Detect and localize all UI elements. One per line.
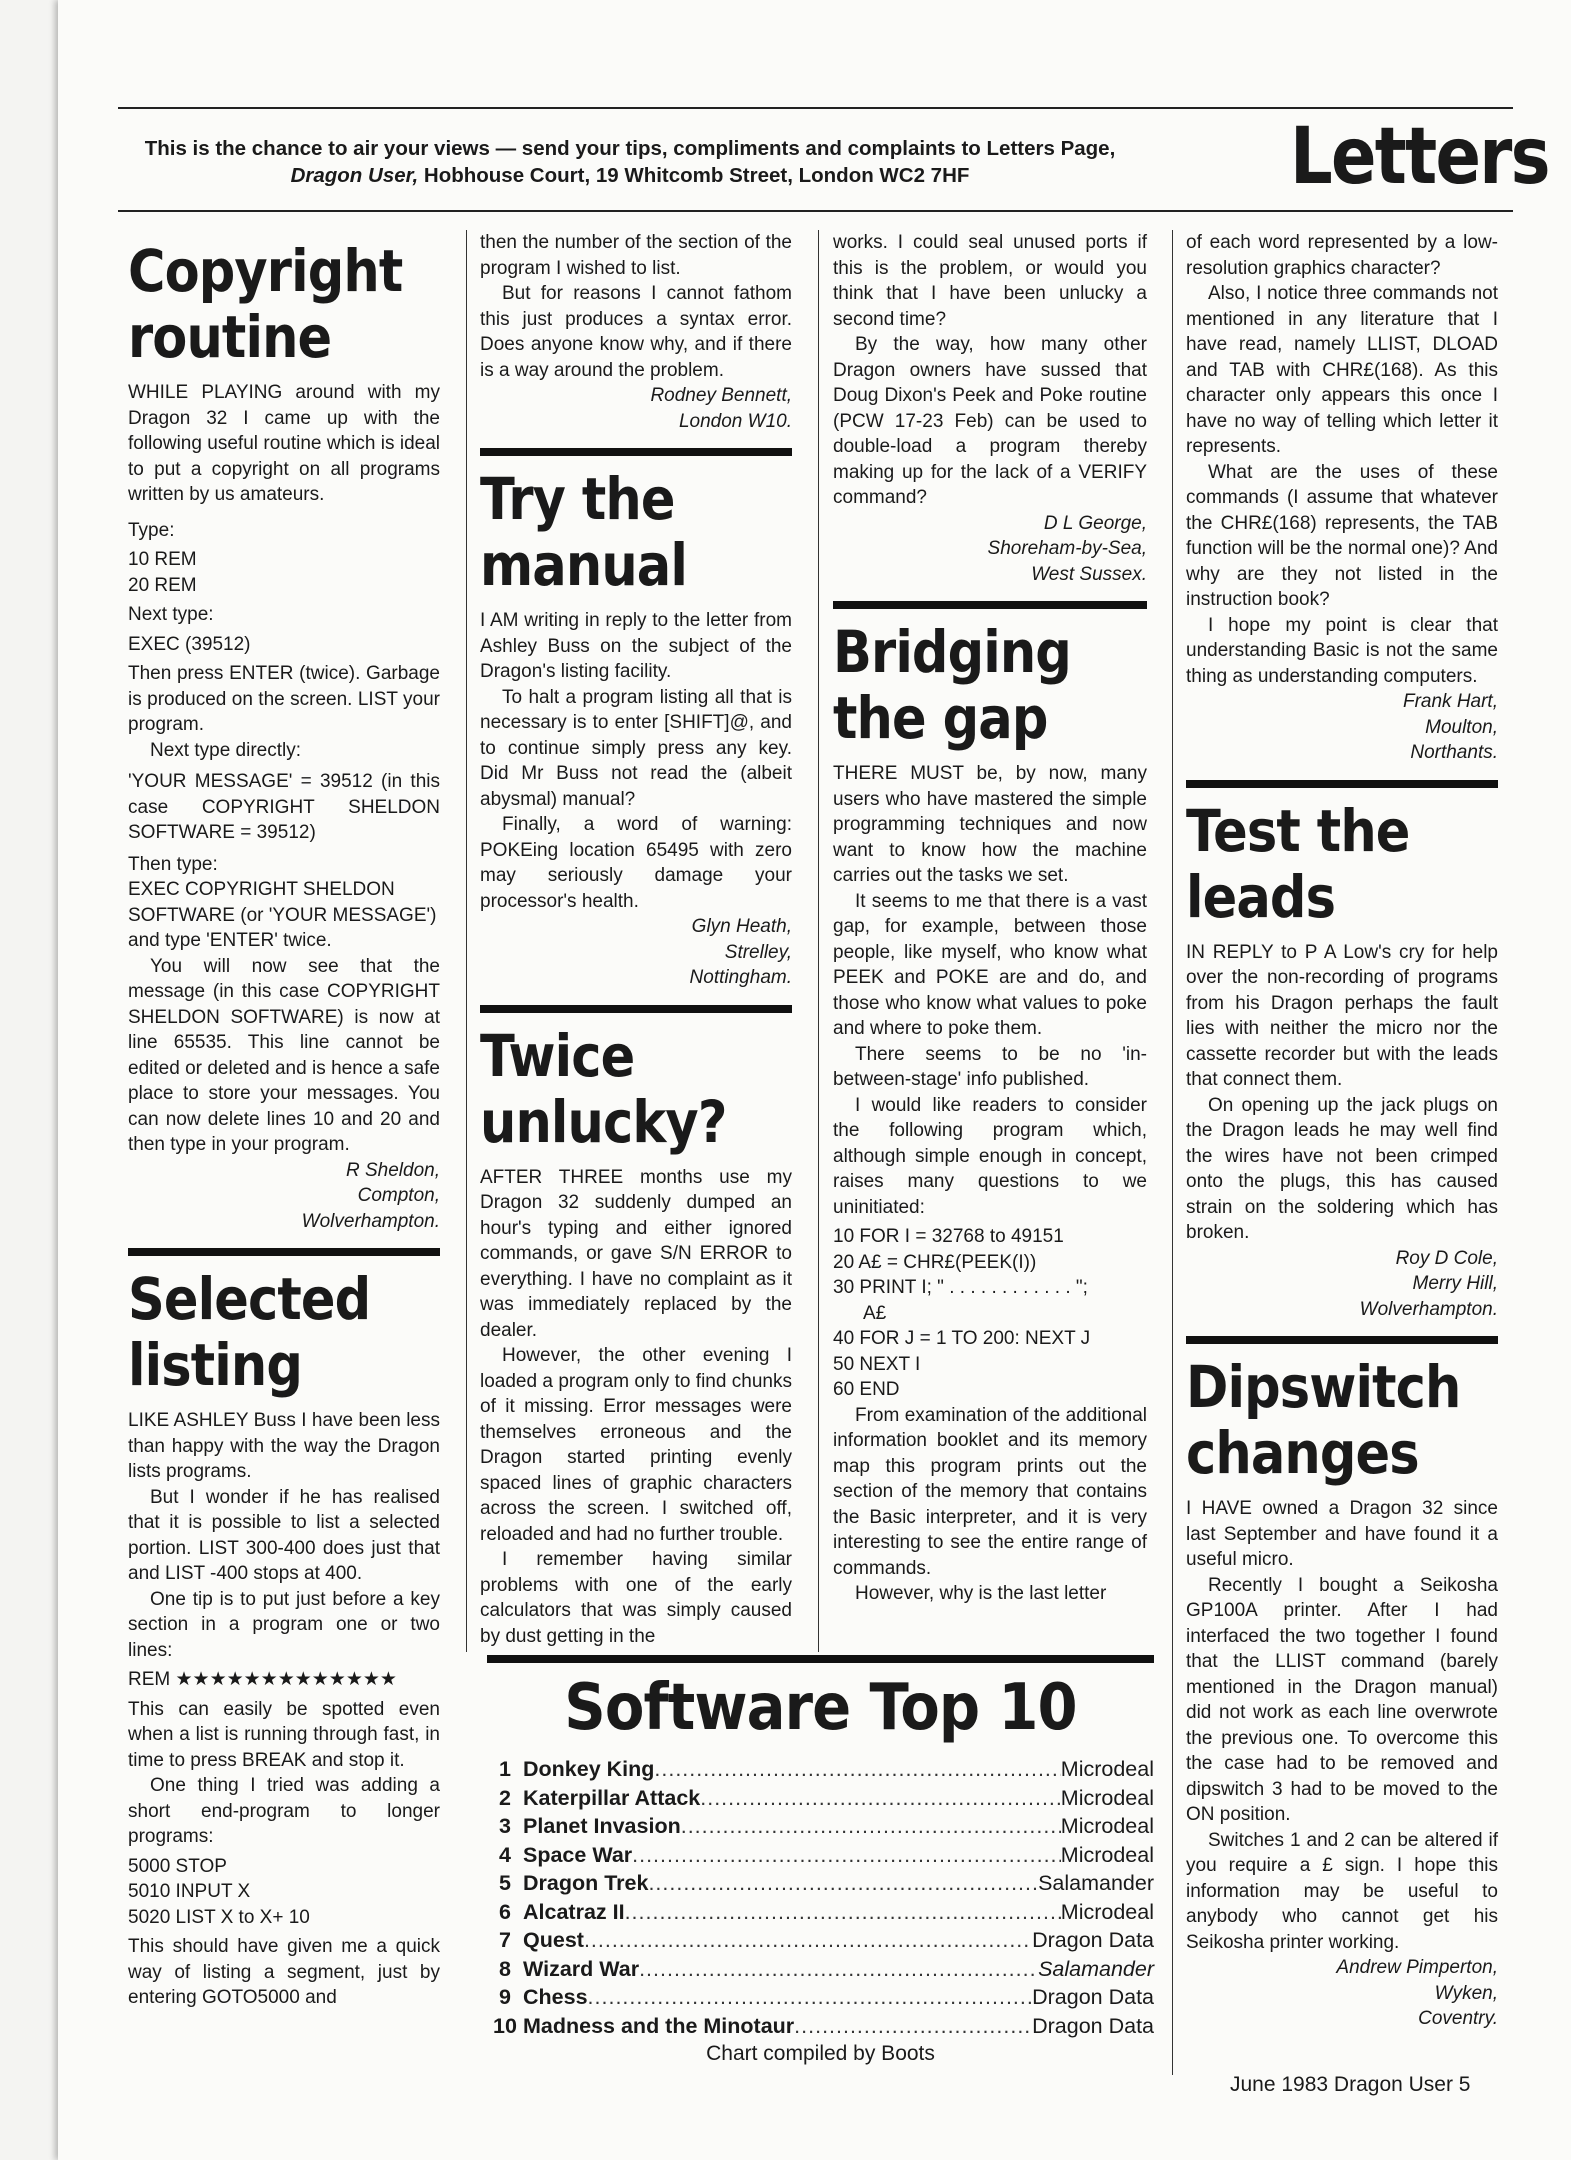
paragraph: Finally, a word of warning: POKEing location 65495 with zero may seriously damage your processor's health. (480, 814, 792, 912)
title-text: Copyright routine (128, 237, 403, 371)
publisher: Dragon Data (1032, 1928, 1154, 1952)
paragraph: THERE MUST be, by now, many users who have mastered the simple programming techniques and now want to know how the machine carries out the tasks we set. (833, 763, 1147, 886)
paragraph: I remember having similar problems with one of the early calculators that was simply caused by dust getting in the (480, 1549, 792, 1647)
page-footer: June 1983 Dragon User 5 (1230, 2073, 1471, 2096)
article-title (128, 238, 403, 370)
top10-title: Software Top 10 (564, 1671, 1077, 1745)
code-line: 5020 LIST X to X+ 10 (128, 1906, 310, 1928)
publisher: Microdeal (1060, 1757, 1154, 1781)
article-title: Test the leads (1186, 796, 1410, 931)
game-title: Dragon Trek (523, 1871, 649, 1895)
rank: 8 (499, 1956, 511, 1981)
signature-place: Nottingham. (689, 967, 792, 988)
dot-leader (794, 2012, 1032, 2041)
paragraph: On opening up the jack plugs on the Dragon leads he may well find the wires have not been crimped onto the plugs, this has caused strain on the soldering which has broken. (1186, 1094, 1498, 1243)
article-title: Bridging the gap (833, 618, 1071, 752)
section-bar (487, 1655, 1154, 1663)
code-line: 10 FOR I = 32768 to 49151 (833, 1226, 1064, 1247)
paragraph: I HAVE owned a Dragon 32 since last September and have found it a useful micro. (1186, 1498, 1498, 1570)
publisher: Salamander (1038, 1956, 1154, 1981)
paragraph: From examination of the additional information booklet and its memory map this program prints out the section of the memory that contains the Basic interpreter, and it is very interesting to see the entire range of commands. (833, 1404, 1147, 1579)
top10-row (487, 1841, 1154, 1870)
rank: 10 (493, 2013, 517, 2038)
code-line: A£ (863, 1302, 887, 1324)
paragraph: But I wonder if he has realised that it is possible to list a selected portion. LIST 300-400 does just that and LIST -400 stops at 400. (128, 1486, 440, 1584)
dot-leader (584, 1926, 1032, 1955)
paragraph: However, the other evening I loaded a program only to find chunks of it missing. Error messages were themselves erroneous and the Dragon started printing evenly spaced lines of graphic characters across the screen. I switched off, reloaded and had no further trouble. (480, 1345, 792, 1545)
game-title: Donkey King (523, 1757, 655, 1781)
dot-leader (639, 1955, 1038, 1984)
column-divider (1172, 230, 1173, 2075)
column-3 (833, 230, 1147, 1607)
masthead: Letters (1290, 112, 1549, 202)
article-title: Dipswitch changes (1186, 1353, 1461, 1487)
code-label: Type: (128, 519, 175, 541)
paragraph: What are the uses of these commands (I assume that whatever the CHR£(168) represents, the TAB function will be the normal one)? And why are they not listed in the instruction book? (1186, 461, 1498, 610)
signature: Andrew Pimperton, (1336, 1957, 1498, 1978)
paragraph: To halt a program listing all that is necessary is to enter [SHIFT]@, and to continue simply press any key. Did Mr Buss not read the (albeit abysmal) manual? (480, 686, 792, 810)
top10-row (487, 1812, 1154, 1841)
publisher: Microdeal (1060, 1814, 1154, 1838)
publisher: Salamander (1038, 1871, 1154, 1895)
signature-place: Coventry. (1418, 2008, 1498, 2029)
paragraph: This can easily be spotted even when a list is running through fast, in time to press BREAK and stop it. (128, 1698, 440, 1771)
intro-address: Hobhouse Court, 19 Whitcomb Street, London WC2 7HF (423, 164, 970, 187)
code-line: 50 NEXT I (833, 1353, 921, 1375)
paragraph: Then press ENTER (twice). Garbage is produced on the screen. LIST your program. (128, 663, 440, 735)
rank: 4 (499, 1842, 511, 1867)
dot-leader (681, 1812, 1061, 1841)
publisher: Microdeal (1060, 1785, 1154, 1810)
intro-line: This is the chance to air your views — send your tips, compliments and complaints to Letters Page, (144, 137, 1116, 160)
publisher: Microdeal (1060, 1842, 1154, 1867)
publisher: Microdeal (1060, 1899, 1154, 1924)
code-line: 5000 STOP (128, 1855, 227, 1877)
signature-place: Wolverhampton. (301, 1210, 440, 1232)
paragraph: then the number of the section of the program I wished to list. (480, 232, 792, 279)
game-title: Madness and the Minotaur (523, 2013, 795, 2038)
paragraph: Next type directly: (150, 739, 301, 761)
top-rule (118, 107, 1513, 109)
game-title: Wizard War (523, 1956, 640, 1981)
signature-place: West Sussex. (1031, 563, 1147, 585)
dot-leader (588, 1983, 1033, 2012)
signature-place: Merry Hill, (1412, 1273, 1498, 1294)
software-top-10 (487, 1655, 1154, 2066)
paragraph: I would like readers to consider the following program which, although simple enough in concept, raises many questions to we uninitiated: (833, 1094, 1147, 1218)
paragraph: By the way, how many other Dragon owners have sussed that Doug Dixon's Peek and Poke routine (PCW 17-23 Feb) can be used to double-load a program thereby making up for the lack of a VERIFY command? (833, 334, 1147, 508)
paragraph: LIKE ASHLEY Buss I have been less than happy with the way the Dragon lists programs. (128, 1410, 440, 1482)
paragraph: But for reasons I cannot fathom this just produces a syntax error. Does anyone know why, and if there is a way around the problem. (480, 283, 792, 381)
code-line: 20 A£ = CHR£(PEEK(I)) (833, 1251, 1037, 1273)
top10-row (487, 1784, 1154, 1813)
dot-leader (632, 1841, 1061, 1870)
column-4 (1186, 230, 1498, 2032)
rank: 1 (499, 1757, 511, 1781)
signature-place: Wyken, (1434, 1982, 1498, 2004)
game-title: Alcatraz II (523, 1899, 625, 1924)
dot-leader (625, 1898, 1061, 1927)
paragraph: WHILE PLAYING around with my Dragon 32 I came up with the following useful routine which is ideal to put a copyright on all programs written by us amateurs. (128, 382, 440, 505)
signature: Rodney Bennett, (650, 385, 792, 406)
column-divider (818, 230, 819, 1652)
paragraph: There seems to be no 'in-between-stage' info published. (833, 1043, 1147, 1090)
header-rule (118, 210, 1513, 212)
rank: 7 (499, 1928, 511, 1952)
dot-leader (700, 1784, 1061, 1813)
top10-row (487, 1983, 1154, 2012)
rank: 2 (499, 1785, 511, 1810)
code-line: 5010 INPUT X (128, 1881, 251, 1902)
section-bar (480, 448, 792, 456)
signature-place: Compton, (357, 1185, 440, 1206)
publisher: Dragon Data (1032, 2013, 1154, 2038)
code-line: EXEC (39512) (128, 633, 251, 655)
signature-place: Strelley, (724, 941, 792, 963)
rank: 6 (499, 1899, 511, 1924)
dot-leader (654, 1755, 1060, 1784)
paragraph: works. I could seal unused ports if this is the problem, or would you think that I have been unlucky a second time? (833, 232, 1147, 330)
column-2 (480, 230, 792, 1649)
signature-place: Moulton, (1425, 716, 1498, 738)
game-title: Planet Invasion (523, 1814, 681, 1838)
dot-leader (648, 1869, 1038, 1898)
signature: R Sheldon, (345, 1159, 440, 1181)
game-title: Space War (523, 1842, 633, 1867)
top10-row (487, 1755, 1154, 1784)
publisher: Dragon Data (1032, 1985, 1154, 2009)
signature-place: Wolverhampton. (1359, 1298, 1498, 1320)
code-line: 60 END (833, 1379, 900, 1400)
top10-row (487, 1926, 1154, 1955)
code-line: 40 FOR J = 1 TO 200: NEXT J (833, 1328, 1091, 1349)
code-label: Next type: (128, 604, 214, 625)
code-line: 30 PRINT I; " . . . . . . . . . . . . "; (833, 1277, 1088, 1298)
signature: D L George, (1043, 512, 1147, 534)
signature-place: London W10. (678, 410, 792, 432)
signature-place: Northants. (1410, 742, 1498, 763)
paragraph: However, why is the last letter (855, 1583, 1107, 1604)
column-1 (128, 230, 440, 2011)
section-bar (1186, 1336, 1498, 1344)
paragraph: I AM writing in reply to the letter from Ashley Buss on the subject of the Dragon's listing facility. (480, 610, 792, 682)
paragraph: EXEC COPYRIGHT SHELDON SOFTWARE (or 'YOUR MESSAGE') and type 'ENTER' twice. (128, 879, 437, 951)
code-line: 10 REM (128, 549, 197, 570)
game-title: Chess (523, 1985, 588, 2009)
rank: 5 (499, 1871, 511, 1895)
top10-row (487, 1898, 1154, 1927)
article-title: Selected listing (128, 1265, 371, 1399)
signature-place: Shoreham-by-Sea, (987, 538, 1147, 559)
section-bar (480, 1005, 792, 1013)
article-title: Try the manual (480, 465, 687, 599)
article-title: Twice unlucky? (480, 1021, 727, 1156)
top10-credit: Chart compiled by Boots (706, 2042, 935, 2065)
column-divider (466, 230, 467, 1652)
signature: Glyn Heath, (691, 916, 792, 937)
top10-row (487, 1955, 1154, 1984)
section-bar (128, 1248, 440, 1256)
paragraph: Also, I notice three commands not mentioned in any literature that I have read, namely LLIST, DLOAD and TAB with CHR£(168). As this character only appears this once I have no way of telling which letter it represents. (1186, 283, 1498, 457)
paragraph: It seems to me that there is a vast gap, for example, between those people, like myself, who know what PEEK and POKE are and do, and those who know what values to poke and where to poke them. (833, 890, 1147, 1039)
section-bar (833, 601, 1147, 609)
code-line: REM ★★★★★★★★★★★★★ (128, 1669, 397, 1690)
game-title: Quest (523, 1928, 584, 1952)
paragraph: AFTER THREE months use my Dragon 32 suddenly dumped an hour's typing and either ignored commands, or gave S/N ERROR to everything. I have no complaint as it was immediately replaced by the dealer. (480, 1166, 792, 1341)
paragraph: One thing I tried was adding a short end-program to longer programs: (128, 1775, 440, 1847)
top10-row (487, 2012, 1154, 2041)
signature: Roy D Cole, (1395, 1247, 1498, 1269)
top10-row (487, 1869, 1154, 1898)
paragraph: I hope my point is clear that understanding Basic is not the same thing as understanding computers. (1186, 614, 1498, 687)
paragraph: Recently I bought a Seikosha GP100A printer. After I had interfaced the two together I found that the LLIST command (barely mentioned in the Dragon manual) did not work as each line overwrote the previous one. To overcome this the case had to be removed and dipswitch 3 had to be moved to the ON position. (1186, 1574, 1498, 1825)
paragraph: 'YOUR MESSAGE' = 39512 (in this case COPYRIGHT SHELDON SOFTWARE = 39512) (128, 771, 440, 843)
paragraph: IN REPLY to P A Low's cry for help over the non-recording of programs from his Dragon perhaps the fault lies with neither the micro nor the cassette recorder but with the leads that connect them. (1186, 941, 1498, 1090)
section-bar (1186, 780, 1498, 788)
rank: 3 (499, 1814, 511, 1838)
paragraph: Then type: (128, 853, 218, 875)
paragraph: One tip is to put just before a key section in a program one or two lines: (128, 1588, 440, 1661)
intro-text (110, 135, 1150, 189)
game-title: Katerpillar Attack (523, 1785, 701, 1810)
rank: 9 (499, 1985, 511, 2009)
paragraph: Switches 1 and 2 can be altered if you require a £ sign. I hope this information may be useful to anybody who cannot get his Seikosha printer working. (1186, 1829, 1498, 1953)
paragraph: of each word represented by a low-resolution graphics character? (1186, 232, 1498, 279)
signature: Frank Hart, (1402, 691, 1498, 712)
paragraph: You will now see that the message (in this case COPYRIGHT SHELDON SOFTWARE) is now at line 65535. This line cannot be edited or deleted and is hence a safe place to store your messages. You can now delete lines 10 and 20 and then type in your program. (128, 955, 440, 1155)
code-line: 20 REM (128, 574, 197, 596)
intro-magazine: Dragon User, (290, 164, 419, 187)
paragraph: This should have given me a quick way of listing a segment, just by entering GOTO5000 and (128, 1936, 440, 2008)
top10-list (487, 1755, 1154, 2040)
